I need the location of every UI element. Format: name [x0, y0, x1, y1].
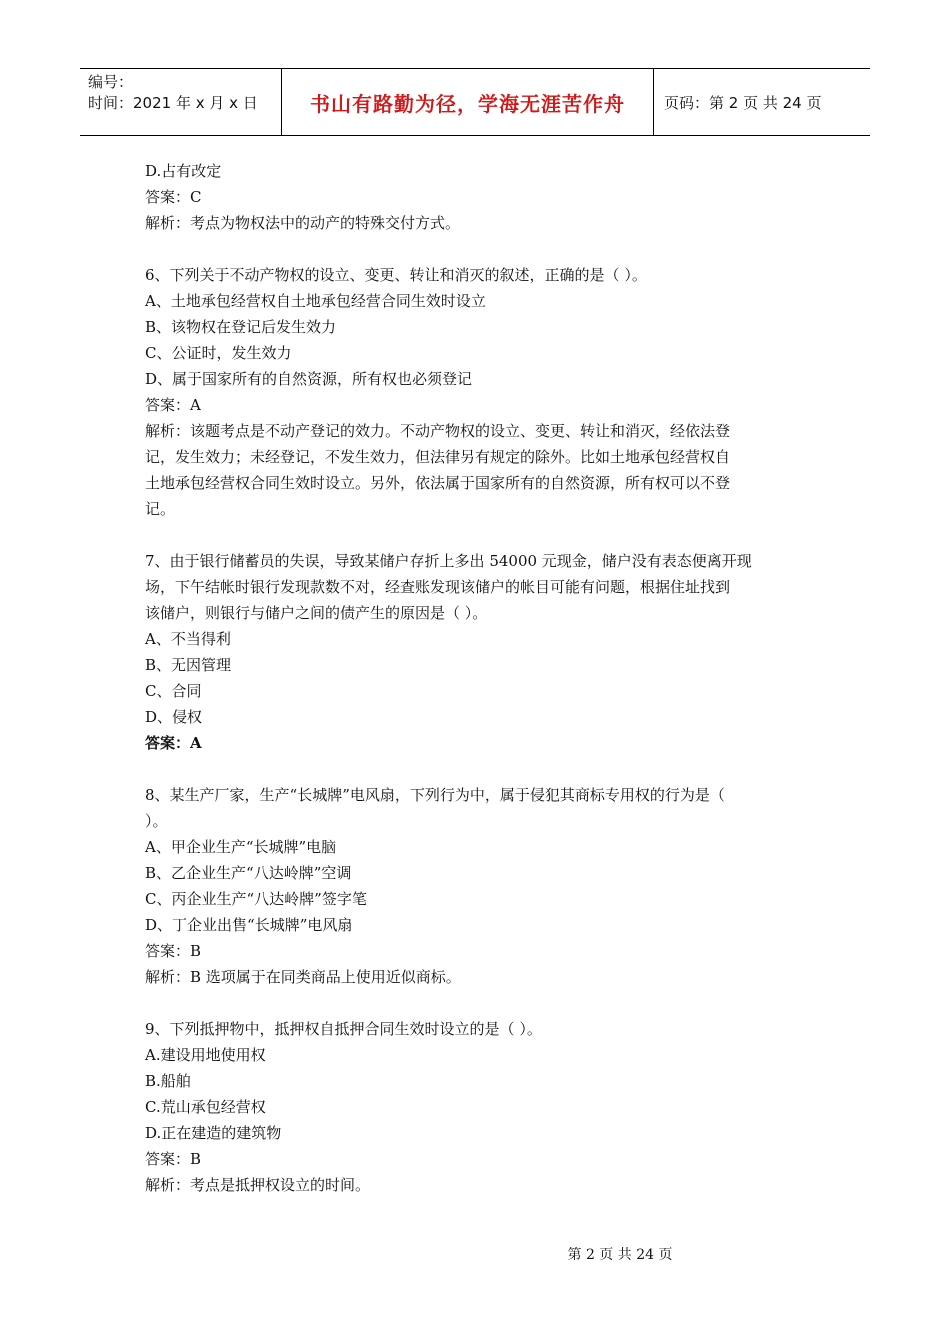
q8-question-1: 8、某生产厂家，生产“长城牌”电风扇，下列行为中，属于侵犯其商标专用权的行为是（ [145, 786, 725, 804]
document-body [145, 158, 815, 1198]
q7-question-1: 7、由于银行储蓄员的失误，导致某储户存折上多出 54000 元现金，储户没有表态便离开现 [145, 552, 752, 570]
q8-option-b: B、乙企业生产“八达岭牌”空调 [145, 864, 352, 882]
q7-answer: 答案：A [145, 734, 202, 752]
q8-option-a: A、甲企业生产“长城牌”电脑 [145, 838, 337, 856]
q6-answer: 答案：A [145, 396, 201, 414]
q9-question: 9、下列抵押物中，抵押权自抵押合同生效时设立的是（ ）。 [145, 1020, 542, 1038]
time-label: 时间：2021 年 x 月 x 日 [88, 94, 258, 112]
q7-option-a: A、不当得利 [145, 630, 231, 648]
q6-option-c: C、公证时，发生效力 [145, 344, 292, 362]
q5-answer: 答案：C [145, 188, 202, 206]
q8-option-d: D、丁企业出售“长城牌”电风扇 [145, 916, 353, 934]
q5-explanation: 解析：考点为物权法中的动产的特殊交付方式。 [145, 214, 461, 232]
q9-option-b: B.船舶 [145, 1072, 191, 1090]
q6-option-a: A、土地承包经营权自土地承包经营合同生效时设立 [145, 292, 486, 310]
footer-page-number: 第 2 页 共 24 页 [567, 1247, 673, 1263]
q8-option-c: C、丙企业生产“八达岭牌”签字笔 [145, 890, 367, 908]
q7-option-b: B、无因管理 [145, 656, 232, 674]
q9-option-d: D.正在建造的建筑物 [145, 1124, 282, 1142]
q9-explanation: 解析：考点是抵押权设立的时间。 [145, 1176, 371, 1194]
q6-option-d: D、属于国家所有的自然资源，所有权也必须登记 [145, 370, 473, 388]
q8-question-2: ）。 [145, 812, 168, 830]
number-label: 编号： [88, 73, 134, 91]
header-page-info: 页码：第 2 页 共 24 页 [664, 93, 822, 112]
q9-option-a: A.建设用地使用权 [145, 1046, 266, 1064]
q8-explanation: 解析：B 选项属于在同类商品上使用近似商标。 [145, 968, 461, 986]
q7-question-3: 该储户，则银行与储户之间的债产生的原因是（ ）。 [145, 604, 488, 622]
q7-option-c: C、合同 [145, 682, 202, 700]
header-motto: 书山有路勤为径，学海无涯苦作舟 [310, 91, 625, 116]
q7-option-d: D、侵权 [145, 708, 203, 726]
header-meta [80, 69, 282, 135]
page-header [80, 68, 870, 136]
q9-option-c: C.荒山承包经营权 [145, 1098, 266, 1116]
q6-explanation-2: 记，发生效力；未经登记，不发生效力，但法律另有规定的除外。比如土地承包经营权自 [145, 448, 731, 466]
page-footer [0, 1244, 950, 1264]
q6-explanation-3: 土地承包经营权合同生效时设立。另外，依法属于国家所有的自然资源，所有权可以不登 [145, 474, 731, 492]
q9-answer: 答案：B [145, 1150, 202, 1168]
q6-question: 6、下列关于不动产物权的设立、变更、转让和消灭的叙述，正确的是（ ）。 [145, 266, 647, 284]
q5-option-d: D.占有改定 [145, 162, 222, 180]
header-motto-cell [282, 69, 654, 135]
q6-explanation-4: 记。 [145, 500, 176, 518]
q6-option-b: B、该物权在登记后发生效力 [145, 318, 337, 336]
q6-explanation-1: 解析：该题考点是不动产登记的效力。不动产物权的设立、变更、转让和消灭，经依法登 [145, 422, 731, 440]
q7-question-2: 场，下午结帐时银行发现款数不对，经查账发现该储户的帐目可能有问题，根据住址找到 [145, 578, 731, 596]
q8-answer: 答案：B [145, 942, 202, 960]
